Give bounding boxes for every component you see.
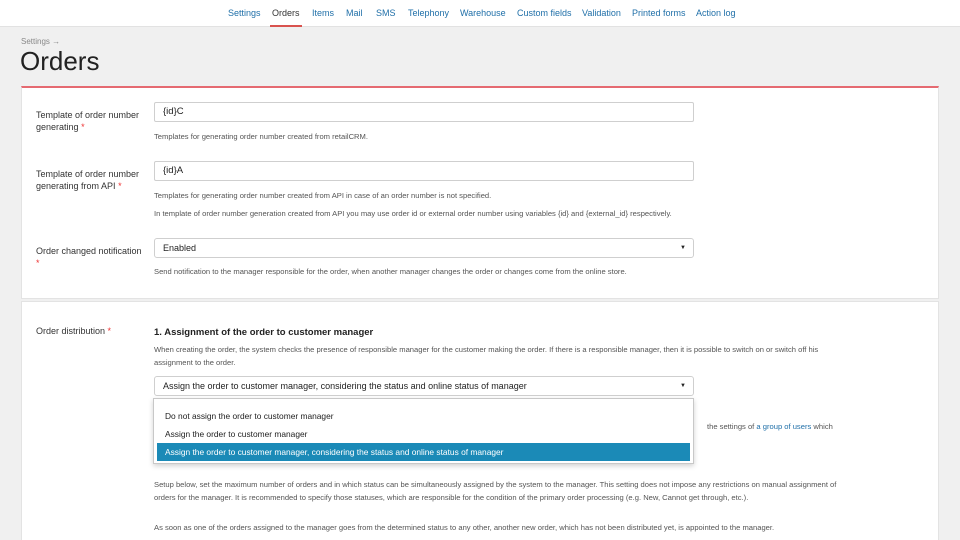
template-api-input[interactable]: {id}A [154,161,694,181]
group-of-users-link[interactable]: a group of users [756,422,812,431]
required-marker: * [107,326,112,336]
tab-mail[interactable]: Mail [346,8,363,18]
breadcrumb[interactable]: Settings → [21,37,61,46]
tab-sms[interactable]: SMS [376,8,396,18]
tab-validation[interactable]: Validation [582,8,621,18]
tab-action-log[interactable]: Action log [696,8,736,18]
dropdown-option[interactable]: Do not assign the order to customer manager [165,411,334,421]
changed-notification-help: Send notification to the manager responsible for the order, when another manager changes the order or changes come from the online store. [154,267,627,276]
tab-printed-forms[interactable]: Printed forms [632,8,686,18]
page-title: Orders [20,46,100,76]
group-settings-text [707,422,833,431]
group-settings-after: which [813,422,833,431]
template-help: Templates for generating order number created from retailCRM. [154,132,368,141]
template-input[interactable]: {id}C [154,102,694,122]
tab-custom-fields[interactable]: Custom fields [517,8,572,18]
required-marker: * [118,181,122,191]
assignment-section-title: 1. Assignment of the order to customer manager [154,327,374,338]
setup-description: Setup below, set the maximum number of orders and in which status can be simultaneously assigned by the system to the manager. This setting does not impose any restrictions on manual assignment of orders for the manager. It is recommended to specify those statuses, which are responsible for the condition of the primary order processing (e.g. New, Cannot get through, etc.). [154,480,837,502]
assignment-dropdown-list [153,398,694,464]
top-navigation [0,0,960,27]
assignment-select-value: Assign the order to customer manager, considering the status and online status of manager [163,381,527,391]
assignment-select[interactable] [154,376,694,396]
distribution-label-text: Order distribution [36,326,106,336]
chevron-down-icon: ▼ [680,383,686,389]
changed-notification-label [36,245,146,269]
tab-telephony[interactable]: Telephony [408,8,450,18]
template-label-text: Template of order number generating [36,110,140,132]
tab-orders[interactable]: Orders [272,0,300,27]
template-label [36,109,146,133]
template-api-label-text: Template of order number generating from API [36,169,140,191]
dropdown-option-selected[interactable]: Assign the order to customer manager, considering the status and online status of manager [157,443,690,461]
template-api-help: Templates for generating order number created from API in case of an order number is not specified. [154,191,492,200]
required-marker: * [36,258,40,268]
changed-notification-select[interactable] [154,238,694,258]
tab-items[interactable]: Items [312,8,335,18]
tab-settings[interactable]: Settings [228,8,261,18]
required-marker: * [81,122,85,132]
tab-warehouse[interactable]: Warehouse [460,8,506,18]
template-api-help-variables: In template of order number generation created from API you may use order id or external order number using variables {id} and {external_id} respectively. [154,209,672,218]
distribution-label [36,325,146,337]
assignment-description: When creating the order, the system checks the presence of responsible manager for the customer making the order. If there is a responsible manager, then it is possible to switch on or switch off his assignment to the order. [154,345,819,367]
changed-notification-value: Enabled [163,243,197,253]
template-api-label [36,168,146,192]
dropdown-option[interactable]: Assign the order to customer manager [165,429,308,439]
order-number-settings-card [21,86,939,299]
reassignment-description: As soon as one of the orders assigned to the manager goes from the determined status to any other, another new order, which has not been distributed yet, is appointed to the manager. [154,523,775,532]
changed-notification-label-text: Order changed notification [36,246,142,256]
chevron-down-icon: ▼ [680,245,686,251]
group-settings-before: the settings of [707,422,755,431]
